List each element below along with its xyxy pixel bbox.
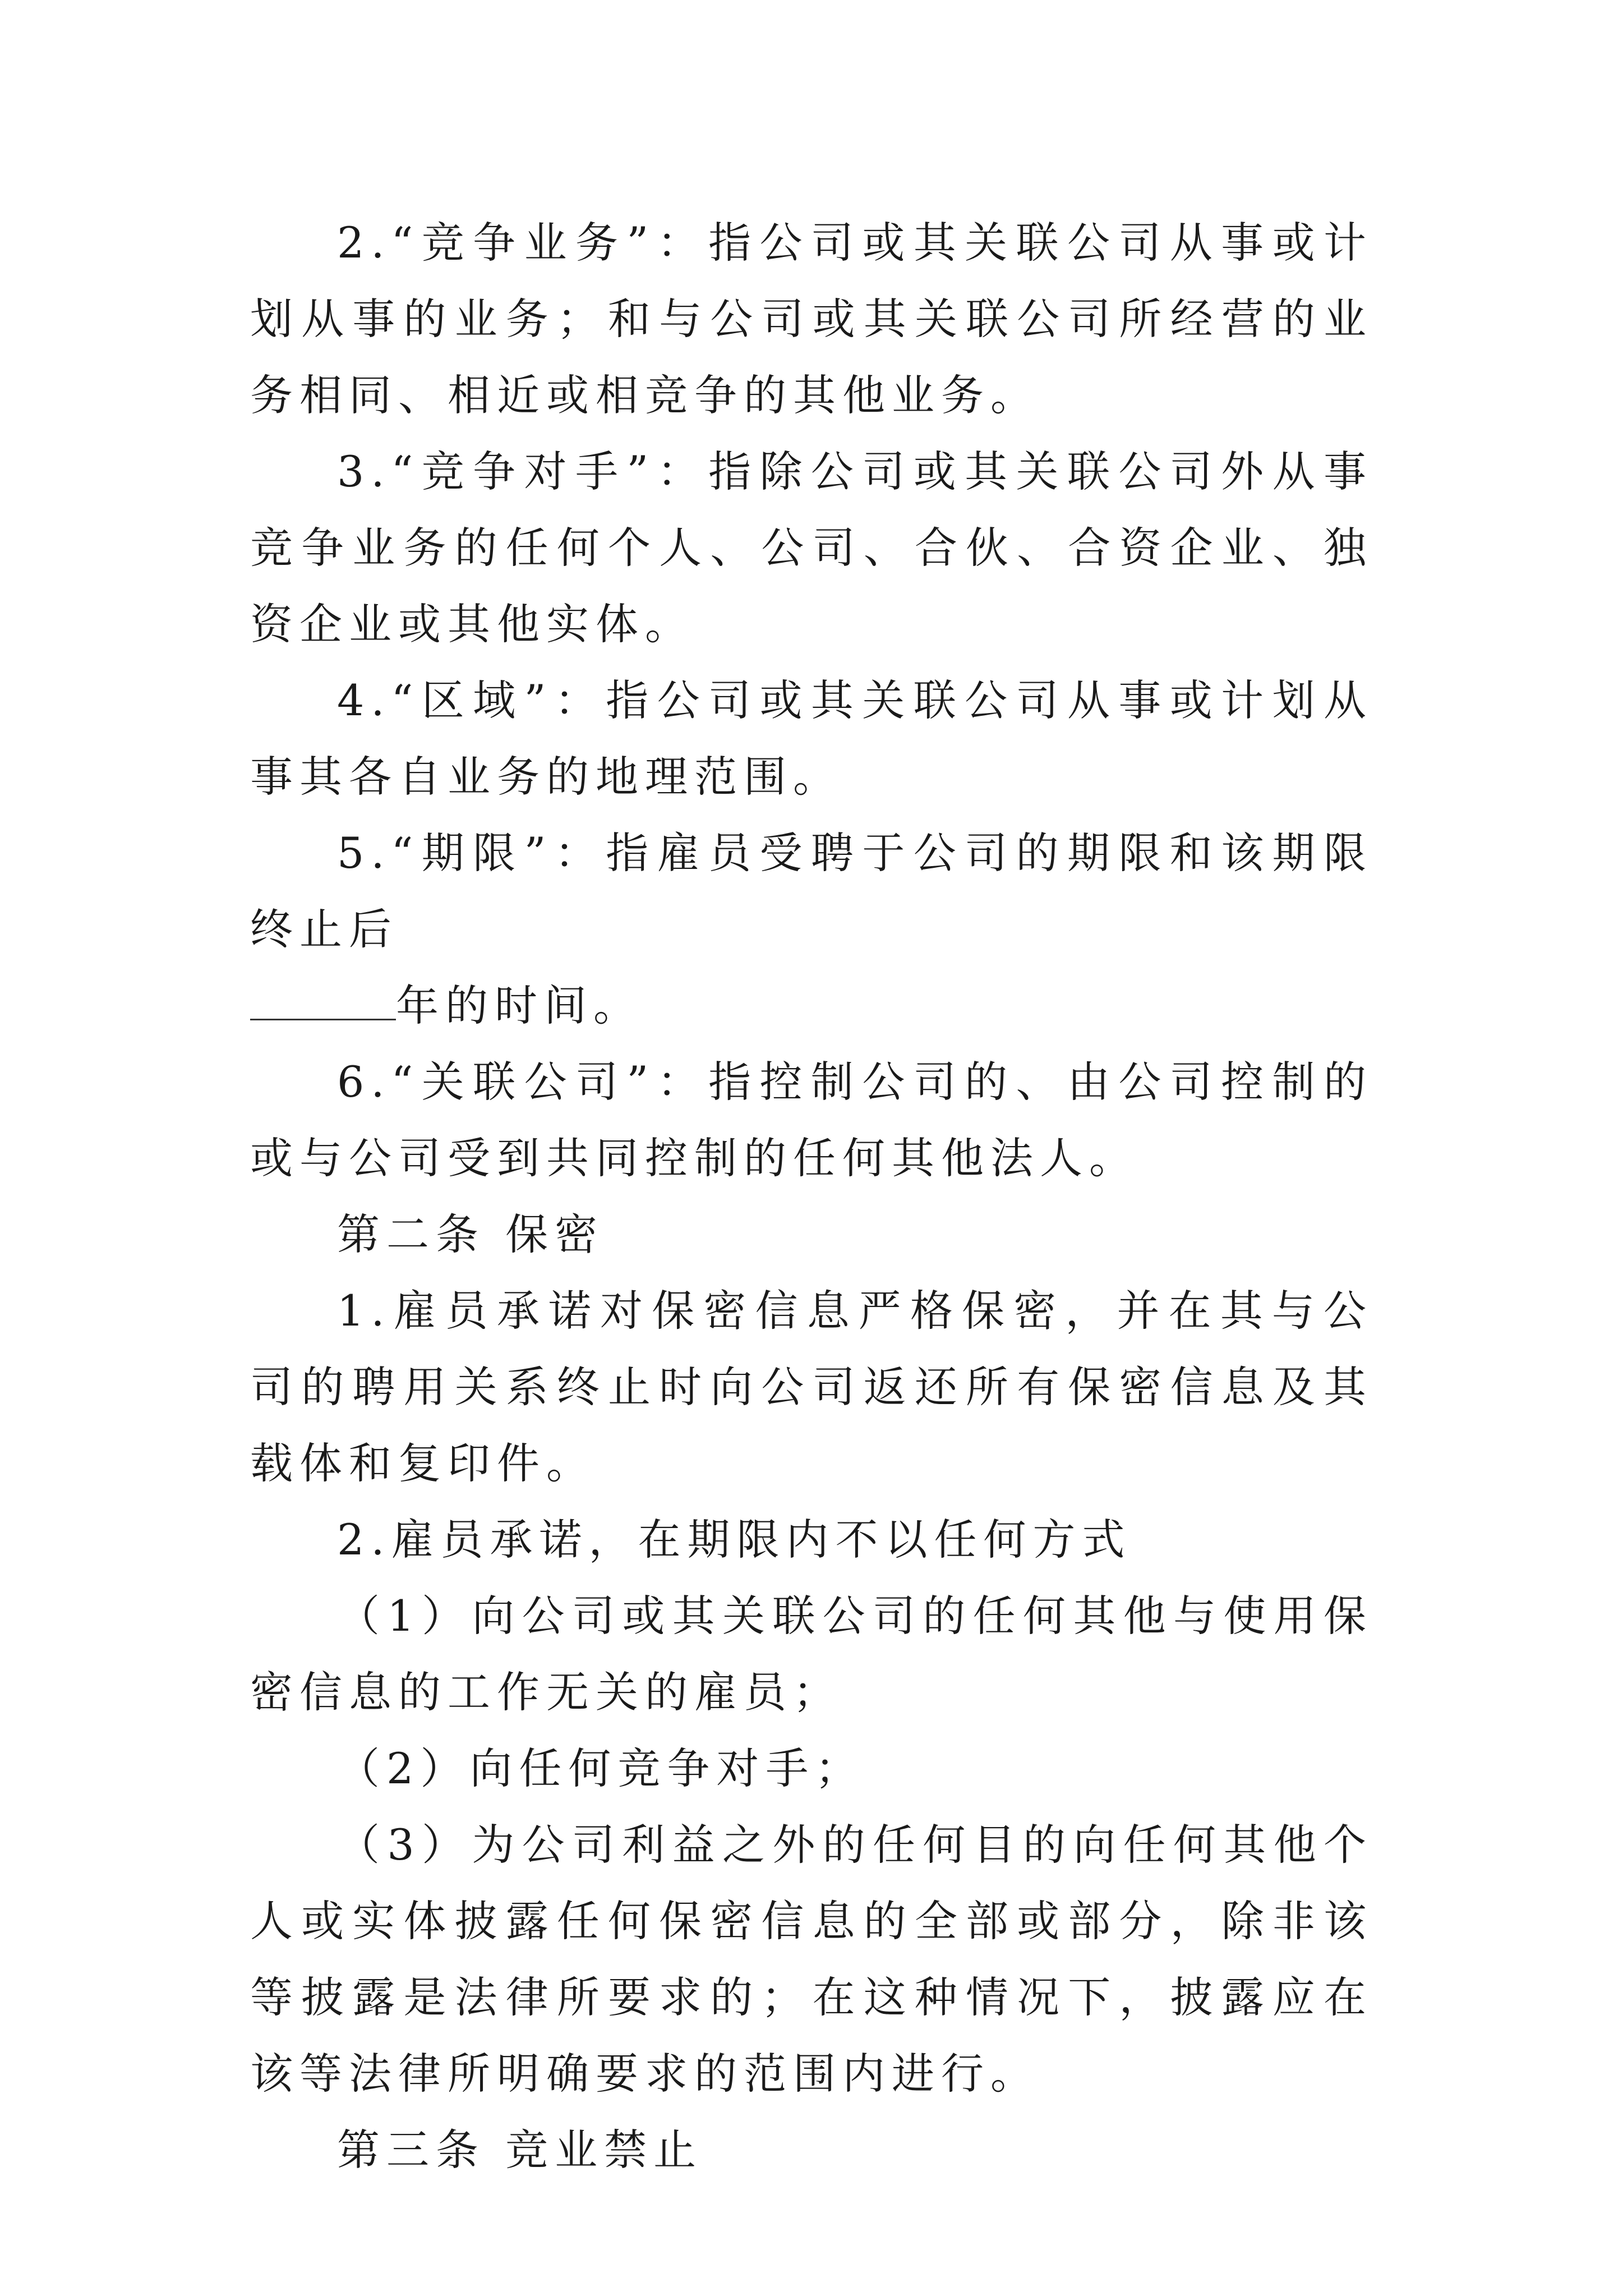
definition-term: 5.“期限”：指雇员受聘于公司的期限和该期限终止后	[250, 828, 1373, 954]
definition-competing-business: 2.“竞争业务”：指公司或其关联公司从事或计划从事的业务；和与公司或其关联公司所经营的业务相同、相近或相竞争的其他业务。	[250, 218, 1373, 420]
confidentiality-item-2: （2）向任何竞争对手；	[337, 1743, 865, 1793]
confidentiality-item-3: （3）为公司利益之外的任何目的向任何其他个人或实体披露任何保密信息的全部或部分，除非该等披露是法律所要求的；在这种情况下，披露应在该等法律所明确要求的范围内进行。	[250, 1820, 1373, 2099]
definition-affiliate: 6.“关联公司”：指控制公司的、由公司控制的或与公司受到共同控制的任何其他法人。	[250, 1057, 1373, 1183]
definition-term-suffix: 年的时间。	[396, 981, 643, 1030]
confidentiality-item-1: （1）向公司或其关联公司的任何其他与使用保密信息的工作无关的雇员；	[250, 1591, 1373, 1717]
definition-competitor: 3.“竞争对手”：指除公司或其关联公司外从事竞争业务的任何个人、公司、合伙、合资企业、独资企业或其他实体。	[250, 447, 1373, 649]
article-two-heading: 第二条 保密	[337, 1209, 605, 1259]
definition-term-continued	[250, 968, 1373, 1044]
confidentiality-clause-1: 1.雇员承诺对保密信息严格保密，并在其与公司的聘用关系终止时向公司返还所有保密信息及其载体和复印件。	[250, 1286, 1373, 1488]
definition-region: 4.“区域”：指公司或其关联公司从事或计划从事其各自业务的地理范围。	[250, 675, 1373, 802]
article-three-heading: 第三条 竞业禁止	[337, 2125, 703, 2175]
confidentiality-clause-2: 2.雇员承诺，在期限内不以任何方式	[337, 1515, 1132, 1565]
document-body	[250, 205, 1373, 2188]
fill-in-blank[interactable]	[250, 979, 396, 1020]
